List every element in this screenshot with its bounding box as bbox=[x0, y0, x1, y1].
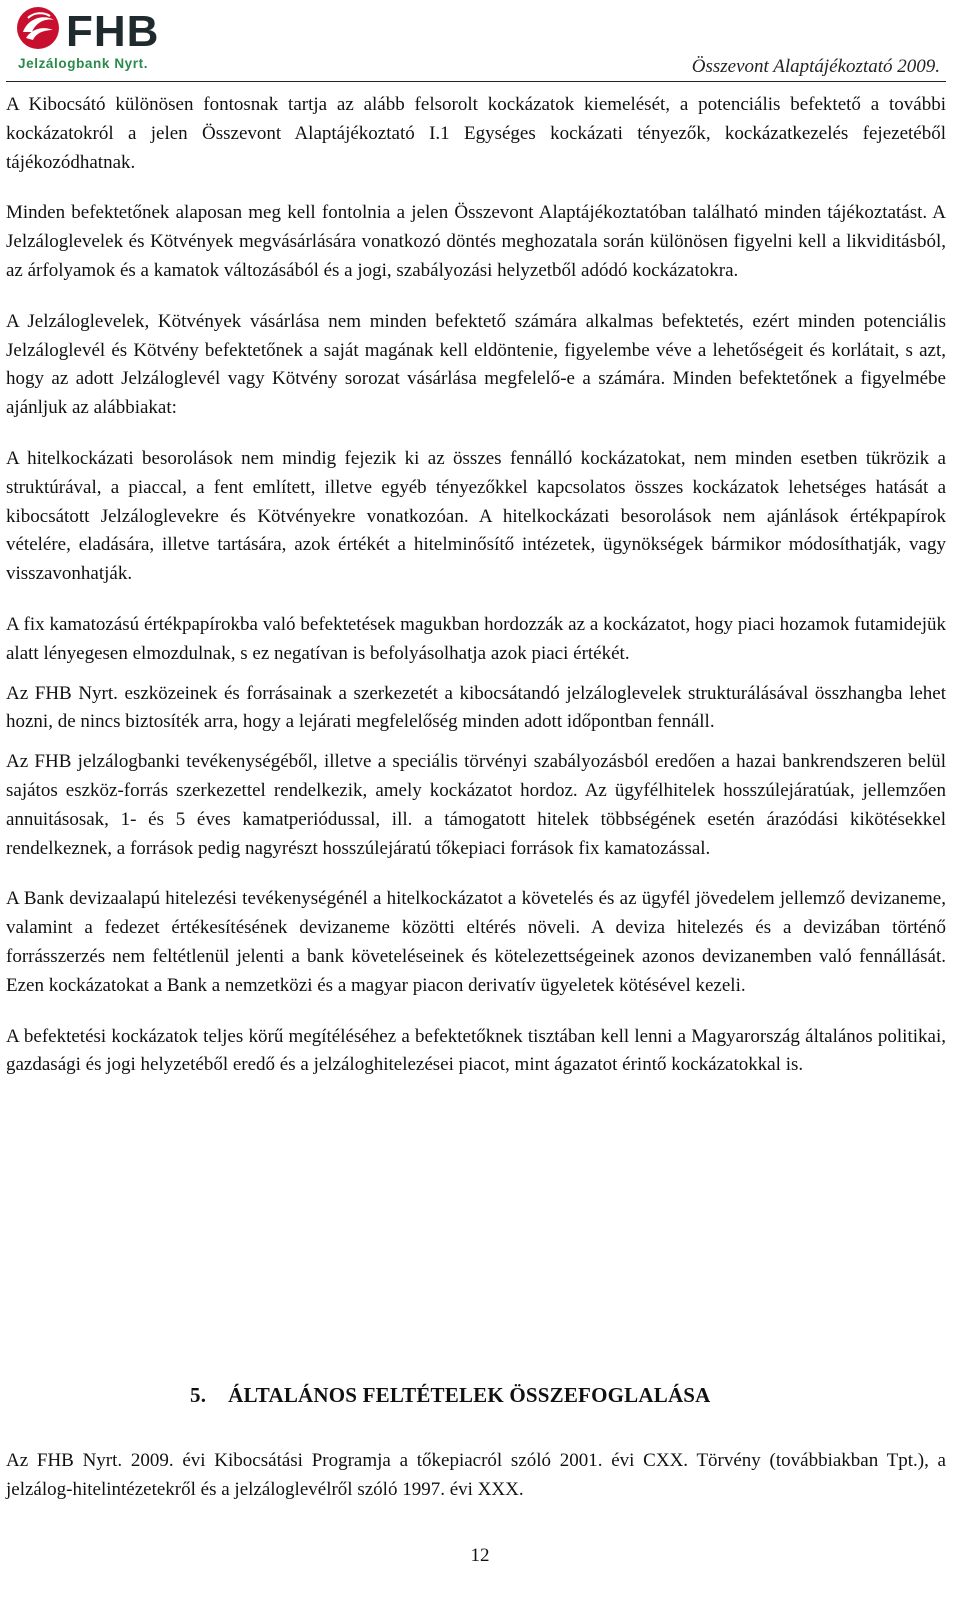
paragraph: Az FHB Nyrt. eszközeinek és forrásainak a szerkezetét a kibocsátandó jelzáloglevelek strukturálásával összhangba lehet hozni, de nincs biztosíték arra, hogy a lejárati megfelelőség minden adott időpontban fennáll. bbox=[6, 682, 946, 733]
document-title: Összevont Alaptájékoztató 2009. bbox=[691, 56, 940, 77]
paragraph: A Kibocsátó különösen fontosnak tartja az alább felsorolt kockázatok kiemelését, a potenciális befektető a további kockázatokról a jelen Összevont Alaptájékoztató I.1 Egységes kockázati tényezők, kockázatkezelés fejezetéből tájékozódhatnak. bbox=[6, 94, 946, 173]
paragraph: Az FHB Nyrt. 2009. évi Kibocsátási Programja a tőkepiacról szóló 2001. évi CXX. Törvény (továbbiakban Tpt.), a jelzálog-hitelintézetekről és a jelzáloglevélről szóló 1997. évi XXX. bbox=[6, 1450, 946, 1500]
fhb-logo-mark bbox=[14, 6, 204, 56]
paragraph: A fix kamatozású értékpapírokba való befektetések magukban hordozzák az a kockázatot, hogy piaci hozamok futamidejük alatt lényegesen elmozdulnak, s ez negatívan is befolyásolhatja azok piaci értékét. bbox=[6, 613, 946, 664]
body-text bbox=[6, 91, 946, 1102]
logo-text: FHB bbox=[66, 7, 160, 56]
section-heading bbox=[190, 1383, 711, 1408]
header-divider bbox=[6, 81, 946, 82]
paragraph: A befektetési kockázatok teljes körű megítéléséhez a befektetőknek tisztában kell lenni a Magyarország általános politikai, gazdasági és jogi helyzetéből eredő és a jelzáloghitelezései piacot, mint ágazatot érintő kockázatokkal is. bbox=[6, 1025, 946, 1076]
paragraph: A Jelzáloglevelek, Kötvények vásárlása nem minden befektető számára alkalmas befektetés, ezért minden potenciális Jelzáloglevél és Kötvény befektetőnek a saját magának kell eldöntenie, figyelembe véve a lehetőségeit és korlátait, s azt, hogy az adott Jelzáloglevél vagy Kötvény sorozat vásárlása megfelelő-e a számára. Minden befektetőnek a figyelmébe ajánljuk az alábbiakat: bbox=[6, 310, 946, 419]
paragraph: Az FHB jelzálogbanki tevékenységéből, illetve a speciális törvényi szabályozásból eredően a hazai bankrendszeren belül sajátos eszköz-forrás szerkezettel rendelkezik, amely kockázatot hordoz. Az ügyfélhitelek hosszúlejáratúak, jellemzően annuitásosak, 1- és 5 éves kamatperiódussal, ill. a támogatott hitelek többségének esetén árazódási kikötésekkel rendelkeznek, a források pedig nagyrészt hosszúlejáratú tőkepiaci források fix kamatozással. bbox=[6, 751, 946, 859]
paragraph: Minden befektetőnek alaposan meg kell fontolnia a jelen Összevont Alaptájékoztatóban található minden tájékoztatást. A Jelzáloglevelek és Kötvények megvásárlására vonatkozó döntés meghozatala során különösen figyelni kell a likviditásból, az árfolyamok és a kamatok változásából és a jogi, szabályozási helyzetből adódó kockázatokra. bbox=[6, 202, 946, 281]
section-title: ÁLTALÁNOS FELTÉTELEK ÖSSZEFOGLALÁSA bbox=[228, 1383, 711, 1407]
paragraph: A Bank devizaalapú hitelezési tevékenységénél a hitelkockázatot a követelés és az ügyfél jövedelem jellemző devizaneme, valamint a fedezet értékesítésének devizaneme közötti eltérés növeli. A deviza hitelezés és a devizában történő forrásszerzés nem feltétlenül jelenti a bank követeléseinek és kötelezettségeinek azonos devizanemben való fennállását. Ezen kockázatokat a Bank a nemzetközi és a magyar piacon derivatív ügyeletek kötésével kezeli. bbox=[6, 888, 946, 996]
page-number: 12 bbox=[470, 1545, 490, 1566]
page-header bbox=[0, 0, 960, 84]
paragraph: A hitelkockázati besorolások nem mindig fejezik ki az összes fennálló kockázatokat, nem minden esetben tükrözik a struktúrával, a piaccal, a fent említett, illetve egyéb tényezőkkel kapcsolatos összes kockázatok lehetséges hatását a kibocsátott Jelzáloglevekre és Kötvényekre vonatkozóan. A hitelkockázati besorolások nem ajánlások értékpapírok vételére, eladására, illetve tartására, azok értékét a hitelminősítő intézetek, ügynökségek bármikor módosíthatják, vagy visszavonhatják. bbox=[6, 447, 946, 585]
fhb-logo bbox=[14, 6, 204, 72]
section-number: 5. bbox=[190, 1383, 207, 1407]
logo-subtitle: Jelzálogbank Nyrt. bbox=[18, 56, 149, 71]
